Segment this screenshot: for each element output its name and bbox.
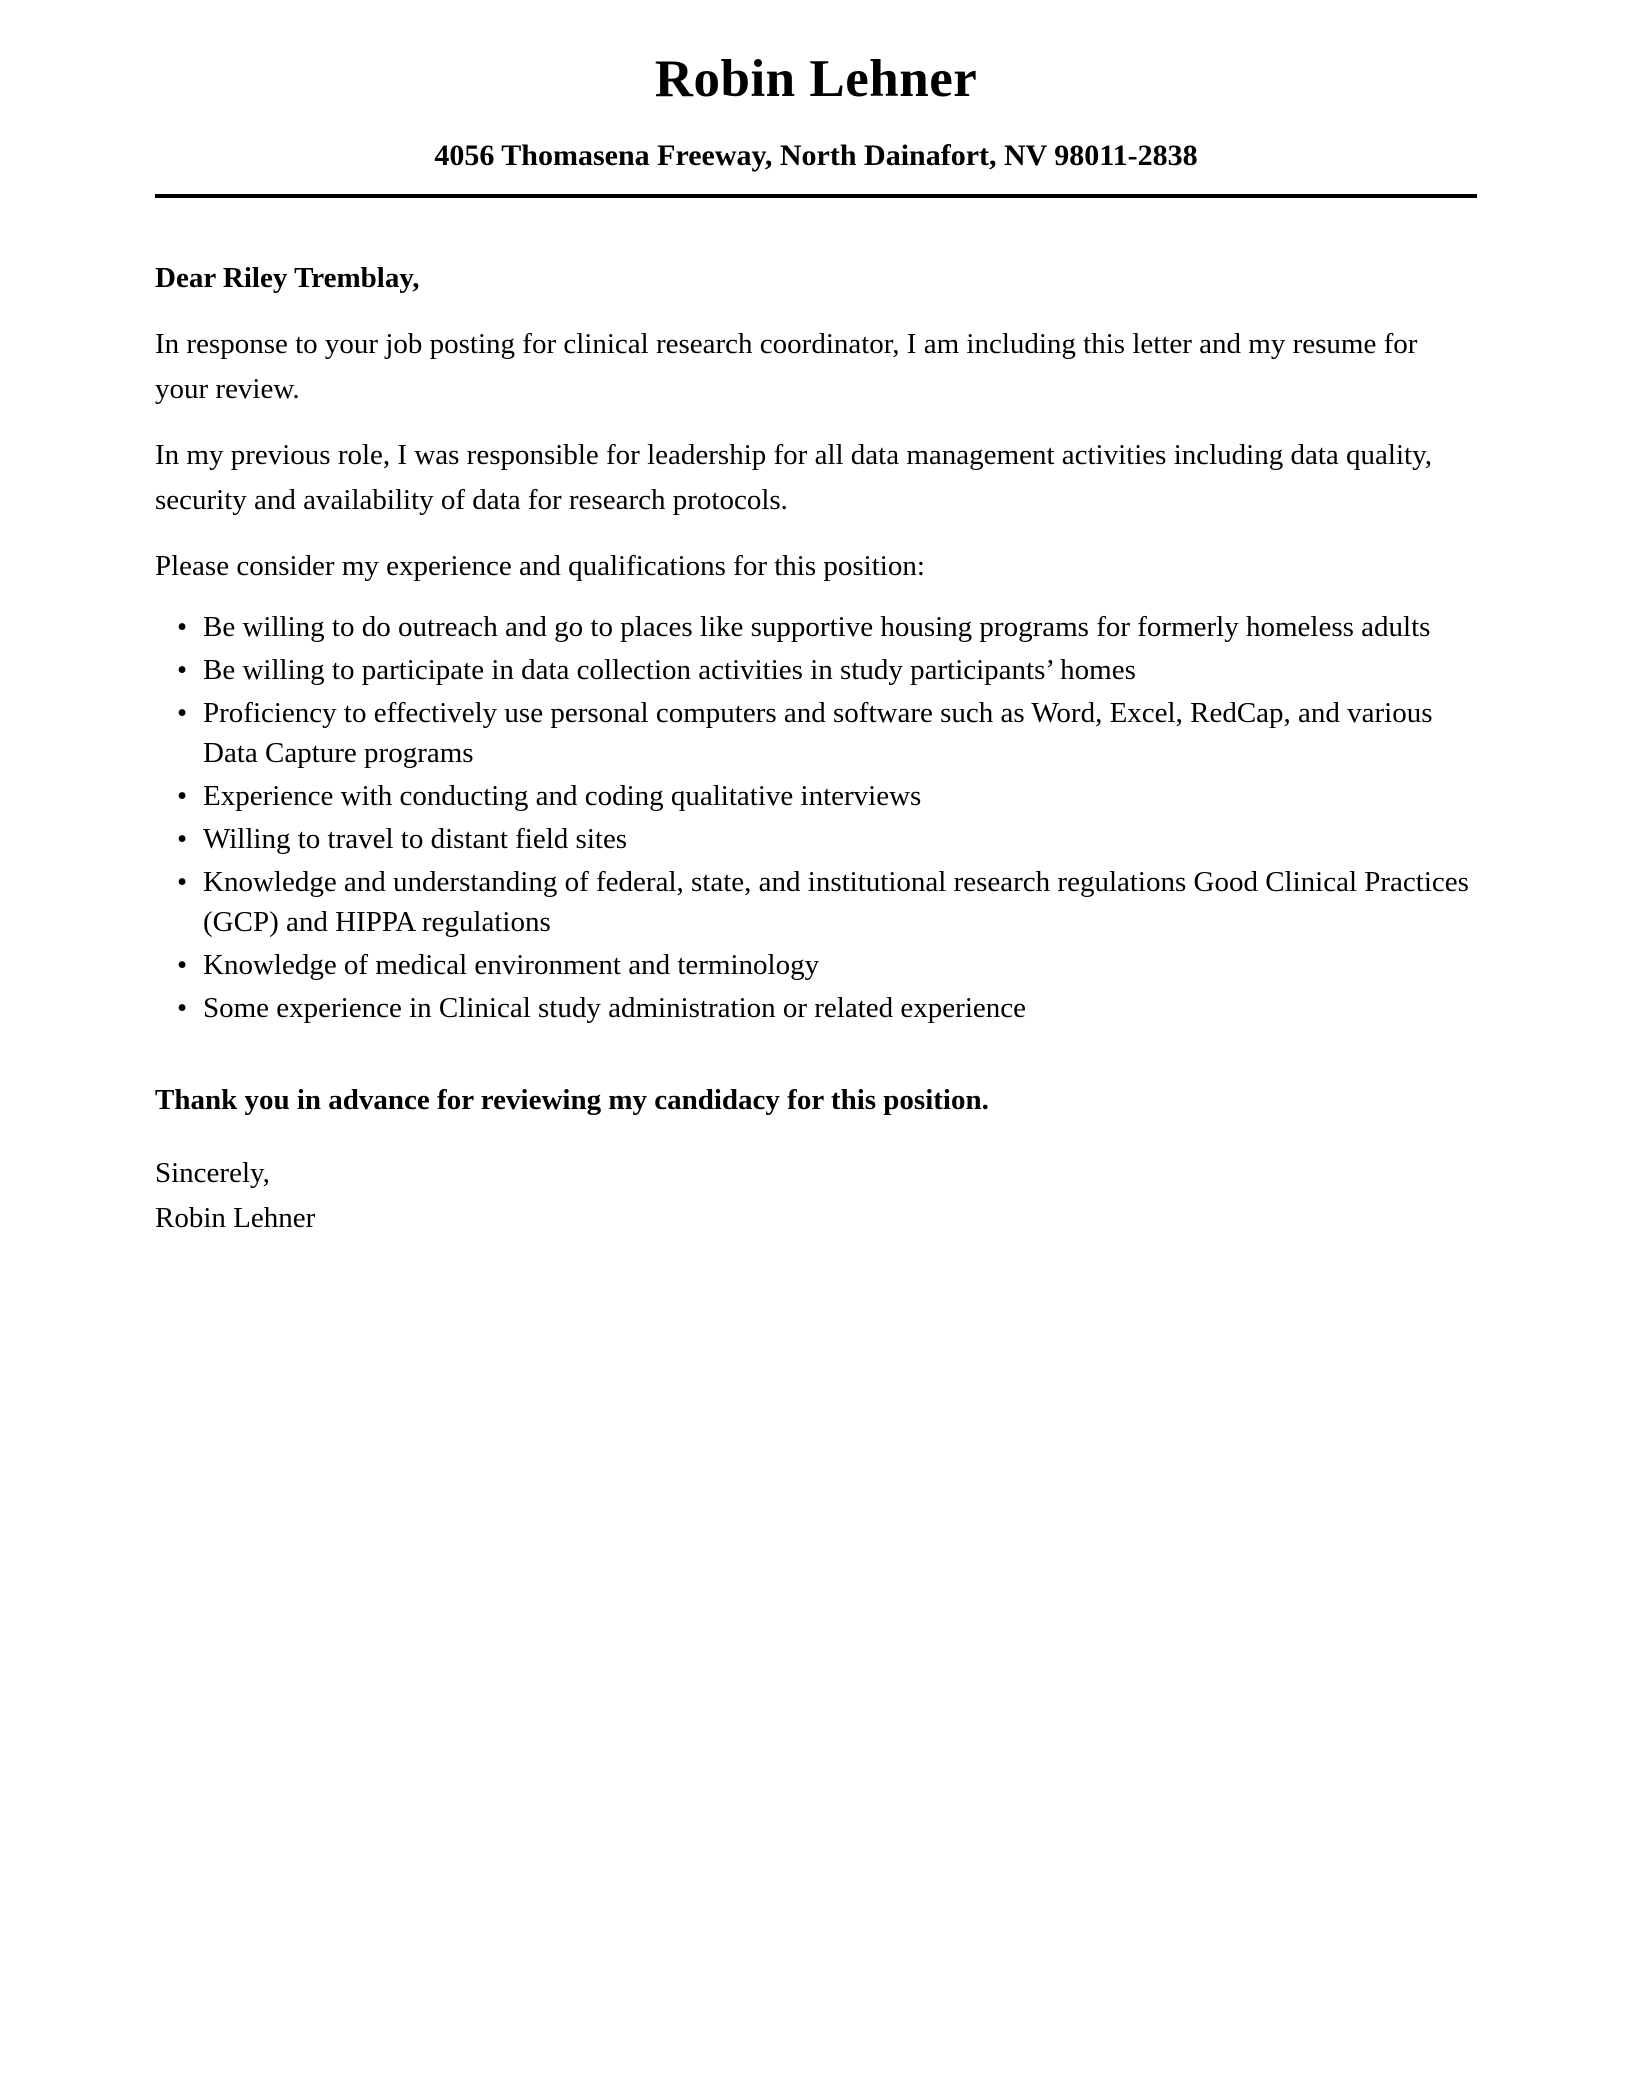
header-divider (155, 194, 1477, 198)
address-line: 4056 Thomasena Freeway, North Dainafort, NV 98011-2838 (434, 139, 1198, 172)
list-item: • Experience with conducting and coding qualitative interviews (177, 776, 1477, 816)
list-item: • Be willing to participate in data collection activities in study participants’ homes (177, 650, 1477, 690)
paragraph-intro: In response to your job posting for clinical research coordinator, I am including this letter and my resume for your review. (155, 328, 1418, 405)
list-item: • Some experience in Clinical study administration or related experience (177, 988, 1477, 1028)
qualification-list (155, 607, 1477, 1028)
paragraph-previous-role: In my previous role, I was responsible for leadership for all data management activities including data quality, security and availability of data for research protocols. (155, 439, 1432, 516)
letter-body (155, 256, 1477, 1241)
list-item: • Willing to travel to distant field sites (177, 819, 1477, 859)
signature-name: Robin Lehner (155, 1202, 316, 1234)
list-item: • Be willing to do outreach and go to places like supportive housing programs for formerly homeless adults (177, 607, 1477, 647)
paragraph-consider: Please consider my experience and qualifications for this position: (155, 550, 925, 582)
closing: Sincerely, (155, 1157, 270, 1189)
thanks-line: Thank you in advance for reviewing my candidacy for this position. (155, 1084, 989, 1116)
list-item: • Knowledge and understanding of federal, state, and institutional research regulations Good Clinical Practices (GCP) and HIPPA regulations (177, 862, 1477, 942)
letter-header (155, 46, 1477, 198)
page-title: Robin Lehner (654, 50, 978, 108)
list-item: • Knowledge of medical environment and terminology (177, 945, 1477, 985)
list-item: • Proficiency to effectively use personal computers and software such as Word, Excel, RedCap, and various Data Capture programs (177, 693, 1477, 773)
greeting: Dear Riley Tremblay, (155, 262, 420, 294)
